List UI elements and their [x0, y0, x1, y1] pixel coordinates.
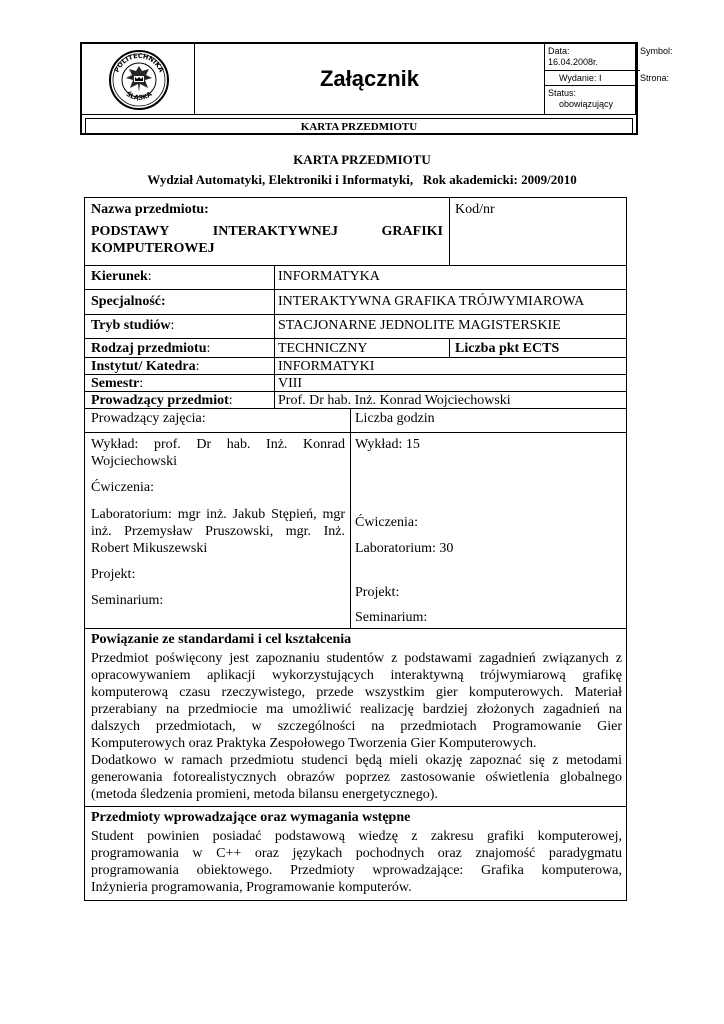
lecture-hours: Wykład: 15	[355, 437, 420, 452]
course-name-line2: KOMPUTEROWEJ	[91, 241, 215, 256]
code-label: Kod/nr	[455, 202, 495, 217]
university-logo-cell	[82, 44, 195, 114]
specialization-value: INTERAKTYWNA GRAFIKA TRÓJWYMIAROWA	[278, 294, 585, 309]
document-header	[80, 42, 673, 135]
document-title: KARTA PRZEDMIOTU	[293, 152, 431, 167]
status-label: Status:	[548, 88, 577, 98]
prerequisites-heading: Przedmioty wprowadzające oraz wymagania wstępne	[91, 810, 411, 825]
date-label: Data:	[548, 46, 570, 56]
lab-hours: Laboratorium: 30	[355, 541, 454, 556]
lecture-instructor-line1: Wykład: prof. Dr hab. Inż. Konrad	[91, 437, 345, 452]
course-type-value: TECHNICZNY	[278, 341, 368, 356]
standards-line: Dodatkowo w ramach przedmiotu studenci będą mieli okazję zapoznać się z metodami	[91, 753, 622, 768]
standards-line: komputerową czasu rzeczywistego, przede wszystkim gier komputerowych. Materiał	[91, 685, 622, 700]
course-name-word1: PODSTAWY	[91, 224, 170, 239]
prerequisites-line: Inżynieria programowania, Programowanie komputerów.	[91, 880, 412, 895]
instructors-header: Prowadzący zajęcia:	[91, 411, 206, 426]
university-seal-icon	[82, 44, 195, 114]
prerequisites-line: Student powinien posiadać podstawową wiedzę z zakresu grafiki komputerowej,	[91, 829, 622, 844]
prerequisites-line: programowania obiektowego. Przedmioty wprowadzające: Grafika komputerowa,	[91, 863, 622, 878]
date-cell	[545, 44, 635, 71]
semester-label: Semestr:	[91, 376, 144, 391]
standards-line: Przedmiot poświęcony jest zapoznaniu studentów z podstawami zagadnień związanych z	[91, 651, 622, 666]
standards-line: Komputerowych oraz Praktyka Zespołowego Tworzenia Gier Komputerowych.	[91, 736, 537, 751]
standards-line: dalszych przedmiotach, w szczególności na przedmiotach Programowanie Gier	[91, 719, 622, 734]
lecture-instructor-line2: Wojciechowski	[91, 454, 177, 469]
course-name-line1	[91, 223, 443, 240]
header-band-label: KARTA PRZEDMIOTU	[85, 118, 633, 135]
exercise-hours: Ćwiczenia:	[355, 515, 418, 530]
prerequisites-text	[91, 828, 622, 896]
course-type-label: Rodzaj przedmiotu:	[91, 341, 211, 356]
institute-value: INFORMATYKI	[278, 359, 375, 374]
lab-instructor-line2: inż. Przemysław Pruszowski, mgr. Inż.	[91, 524, 345, 539]
seminar-instructor: Seminarium:	[91, 593, 164, 608]
edition-cell: Wydanie: I	[545, 71, 635, 86]
project-instructor: Projekt:	[91, 567, 136, 582]
standards-line: przerabiany na przedmiocie ma umożliwić realizację bardziej złożonych zagadnień na	[91, 702, 622, 717]
prerequisites-line: programowania w C++ oraz językach pochodnych oraz znajomość paradygmatu	[91, 846, 622, 861]
header-meta	[545, 44, 636, 114]
standards-heading: Powiązanie ze standardami i cel kształcenia	[91, 632, 352, 647]
lecturer-label: Prowadzący przedmiot:	[91, 393, 233, 408]
specialization-label: Specjalność:	[91, 294, 166, 309]
institute-label: Instytut/ Katedra:	[91, 359, 200, 374]
field-value: INFORMATYKA	[278, 269, 380, 284]
standards-line: generowania fotorealistycznych obrazów poprzez zastosowanie oświetlenia globalnego	[91, 770, 622, 785]
date-value: 16.04.2008r.	[548, 57, 599, 67]
course-name-word3: GRAFIKI	[381, 224, 443, 239]
course-name-word2: INTERAKTYWNEJ	[212, 224, 339, 239]
field-label: Kierunek:	[91, 269, 152, 284]
lecturer-value: Prof. Dr hab. Inż. Konrad Wojciechowski	[278, 393, 511, 408]
status-cell	[545, 86, 635, 114]
project-hours: Projekt:	[355, 585, 400, 600]
svg-text:POLITECHNIKA: POLITECHNIKA	[112, 51, 166, 74]
study-mode-label: Tryb studiów:	[91, 318, 175, 333]
standards-text	[91, 650, 622, 803]
seminar-hours: Seminarium:	[355, 610, 428, 625]
ects-label: Liczba pkt ECTS	[455, 341, 560, 356]
study-mode-value: STACJONARNE JEDNOLITE MAGISTERSKIE	[278, 318, 561, 333]
course-name-label: Nazwa przedmiotu:	[91, 202, 209, 217]
page-cell: Strona:	[640, 73, 670, 83]
semester-value: VIII	[278, 376, 303, 391]
hours-header: Liczba godzin	[355, 411, 435, 426]
lab-instructor-line3: Robert Mikuszewski	[91, 541, 208, 556]
course-card-table	[84, 197, 627, 901]
header-title: Załącznik	[195, 44, 545, 114]
symbol-cell: Symbol:	[636, 44, 640, 71]
document-subtitle: Wydział Automatyki, Elektroniki i Informatyki, Rok akademicki: 2009/2010	[147, 172, 577, 187]
lab-instructor-line1: Laboratorium: mgr inż. Jakub Stępień, mgr	[91, 507, 345, 522]
standards-line: opracowywaniem aplikacji wykorzystujących interaktywną trójwymiarową grafikę	[91, 668, 622, 683]
standards-line: (metoda śledzenia promieni, metoda bilansu energetycznego).	[91, 787, 438, 802]
header-band	[82, 114, 636, 135]
exercises-instructor: Ćwiczenia:	[91, 480, 154, 495]
svg-text:ŚLĄSKA: ŚLĄSKA	[124, 89, 154, 102]
status-value: obowiązujący	[559, 99, 614, 109]
